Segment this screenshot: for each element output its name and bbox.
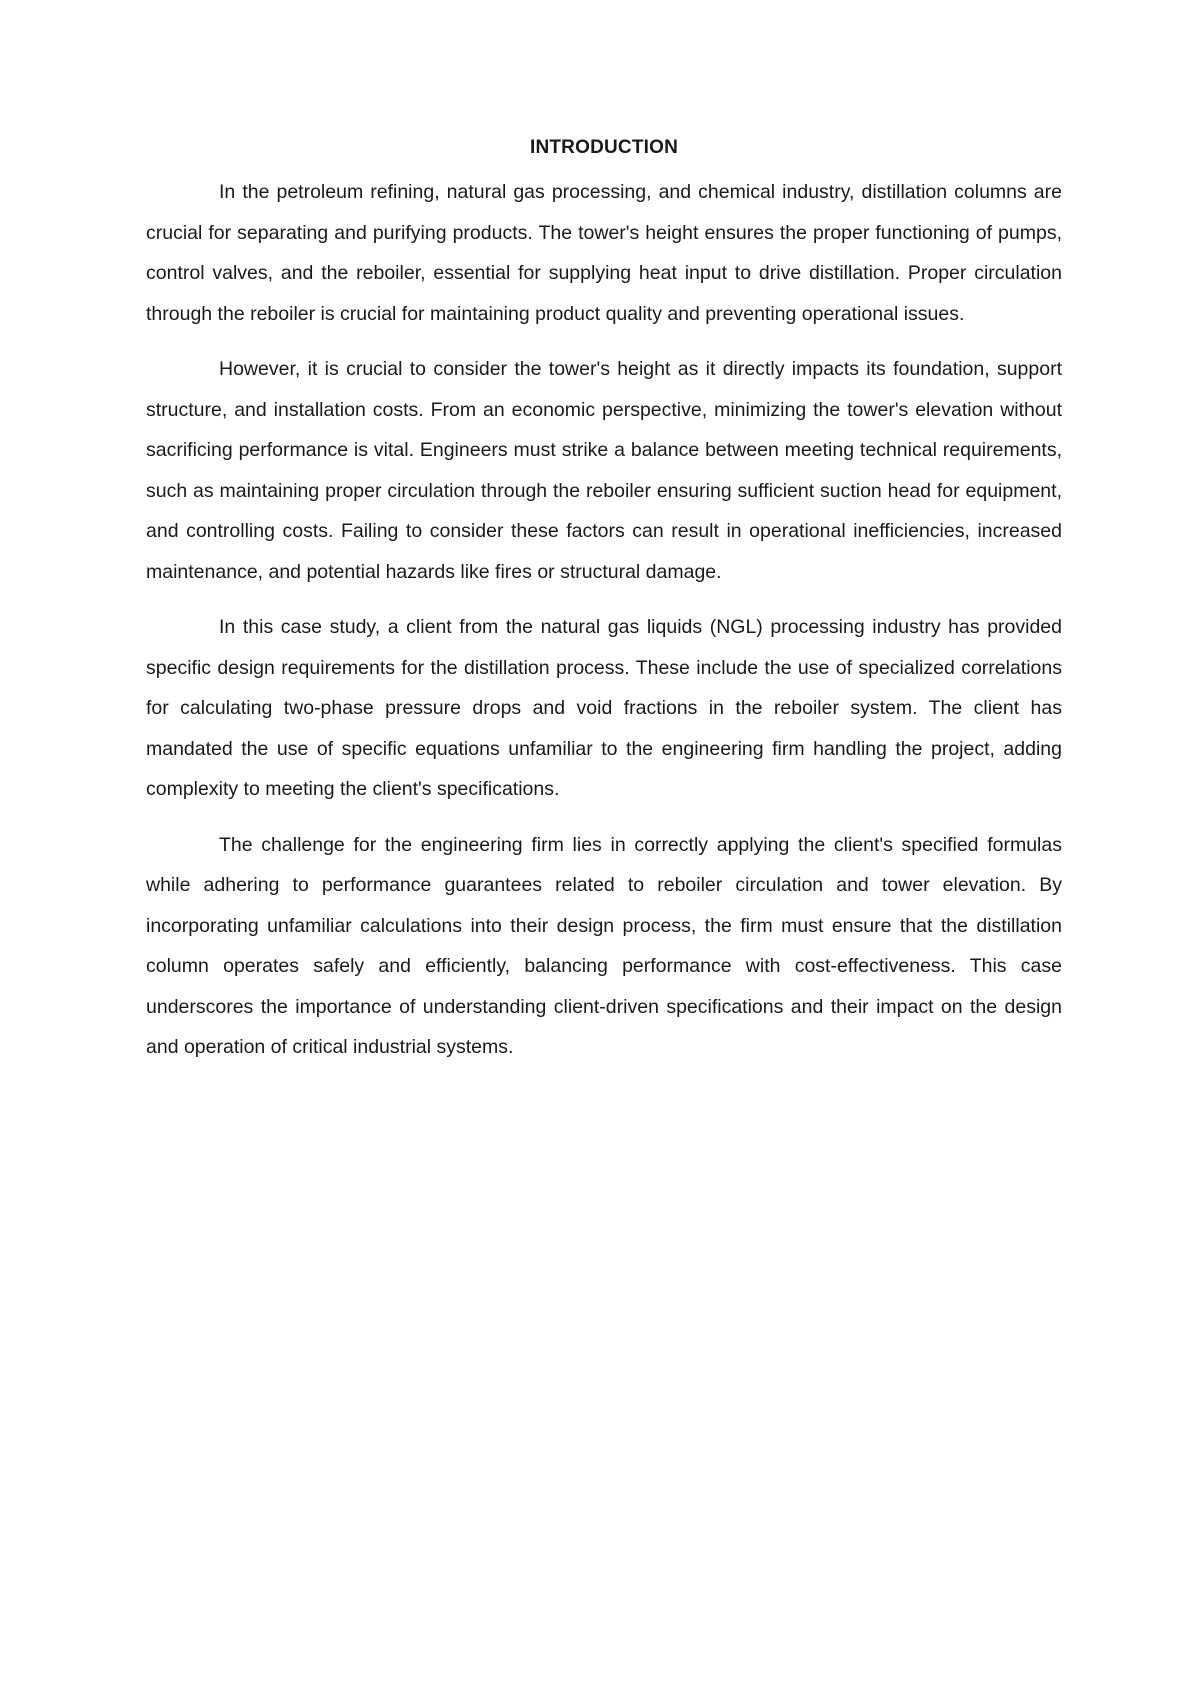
paragraph-2: However, it is crucial to consider the tower's height as it directly impacts its foundation, support structure, and installation costs. From an economic perspective, minimizing the tower's elevation without sacrificing performance is vital. Engineers must strike a balance between meeting technical requirements, such as maintaining proper circulation through the reboiler ensuring sufficient suction head for equipment, and controlling costs. Failing to consider these factors can result in operational inefficiencies, increased maintenance, and potential hazards like fires or structural damage. (146, 358, 1062, 583)
document-body (146, 128, 1062, 1083)
section-title: INTRODUCTION (529, 137, 679, 158)
paragraph-4: The challenge for the engineering firm lies in correctly applying the client's specified formulas while adhering to performance guarantees related to reboiler circulation and tower elevation. By incorporating unfamiliar calculations into their design process, the firm must ensure that the distillation column operates safely and efficiently, balancing performance with cost-effectiveness. This case underscores the importance of understanding client-driven specifications and their impact on the design and operation of critical industrial systems. (146, 833, 1062, 1058)
paragraph-3: In this case study, a client from the natural gas liquids (NGL) processing industry has provided specific design requirements for the distillation process. These include the use of specialized correlations for calculating two-phase pressure drops and void fractions in the reboiler system. The client has mandated the use of specific equations unfamiliar to the engineering firm handling the project, adding complexity to meeting the client's specifications. (146, 616, 1062, 800)
paragraph-1: In the petroleum refining, natural gas processing, and chemical industry, distillation columns are crucial for separating and purifying products. The tower's height ensures the proper functioning of pumps, control valves, and the reboiler, essential for supplying heat input to drive distillation. Proper circulation through the reboiler is crucial for maintaining product quality and preventing operational issues. (146, 181, 1062, 325)
